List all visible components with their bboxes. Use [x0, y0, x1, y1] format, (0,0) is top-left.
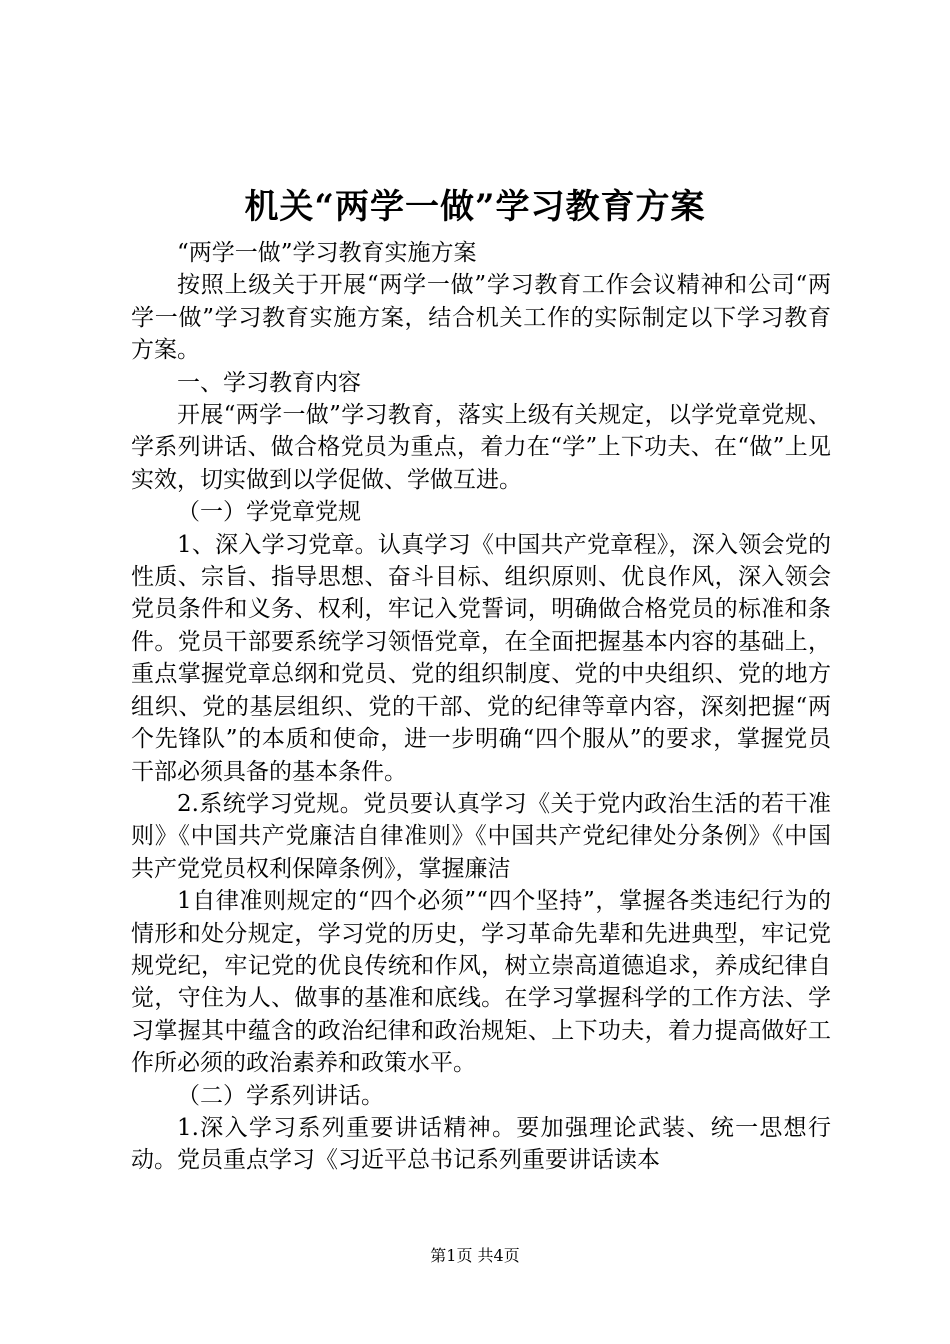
paragraph: “两学一做”学习教育实施方案: [177, 240, 477, 266]
document-body: [131, 237, 831, 1177]
document-title: 机关“两学一做”学习教育方案: [244, 187, 706, 227]
paragraph: （二）学系列讲话。: [177, 1082, 384, 1109]
paragraph: 1、深入学习党章。认真学习《中国共产党章程》，深入领会党的性质、宗旨、指导思想、奋斗目标、组织原则、优良作风，深入领会党员条件和义务、权利，牢记入党誓词，明确做合格党员的标准和条件。党员干部要系统学习领悟党章，在全面把握基本内容的基础上，重点掌握党章总纲和党员、党的组织制度、党的中央组织、党的地方组织、党的基层组织、党的干部、党的纪律等章内容，深刻把握“两个先锋队”的本质和使命，进一步明确“四个服从”的要求，掌握党员干部必须具备的基本条件。: [131, 531, 831, 785]
paragraph: 2.系统学习党规。党员要认真学习《关于党内政治生活的若干准则》《中国共产党廉洁自律准则》《中国共产党纪律处分条例》《中国共产党党员权利保障条例》，掌握廉洁: [131, 790, 831, 882]
paragraph: 1自律准则规定的“四个必须”“四个坚持”，掌握各类违纪行为的情形和处分规定，学习党的历史，学习革命先辈和先进典型，牢记党规党纪，牢记党的优良传统和作风，树立崇高道德追求，养成纪律自觉，守住为人、做事的基准和底线。在学习掌握科学的工作方法、学习掌握其中蕴含的政治纪律和政治规矩、上下功夫，着力提高做好工作所必须的政治素养和政策水平。: [131, 888, 831, 1077]
paragraph: 按照上级关于开展“两学一做”学习教育工作会议精神和公司“两学一做”学习教育实施方案，结合机关工作的实际制定以下学习教育方案。: [131, 272, 831, 364]
paragraph: （一）学党章党规: [177, 499, 361, 526]
page-footer: 第1页 共4页: [430, 1246, 520, 1265]
paragraph: 1.深入学习系列重要讲话精神。要加强理论武装、统一思想行动。党员重点学习《习近平总书记系列重要讲话读本: [131, 1114, 831, 1174]
paragraph: 一、学习教育内容: [177, 369, 361, 396]
paragraph: 开展“两学一做”学习教育，落实上级有关规定，以学党章党规、学系列讲话、做合格党员为重点，着力在“学”上下功夫、在“做”上见实效，切实做到以学促做、学做互进。: [131, 402, 831, 493]
